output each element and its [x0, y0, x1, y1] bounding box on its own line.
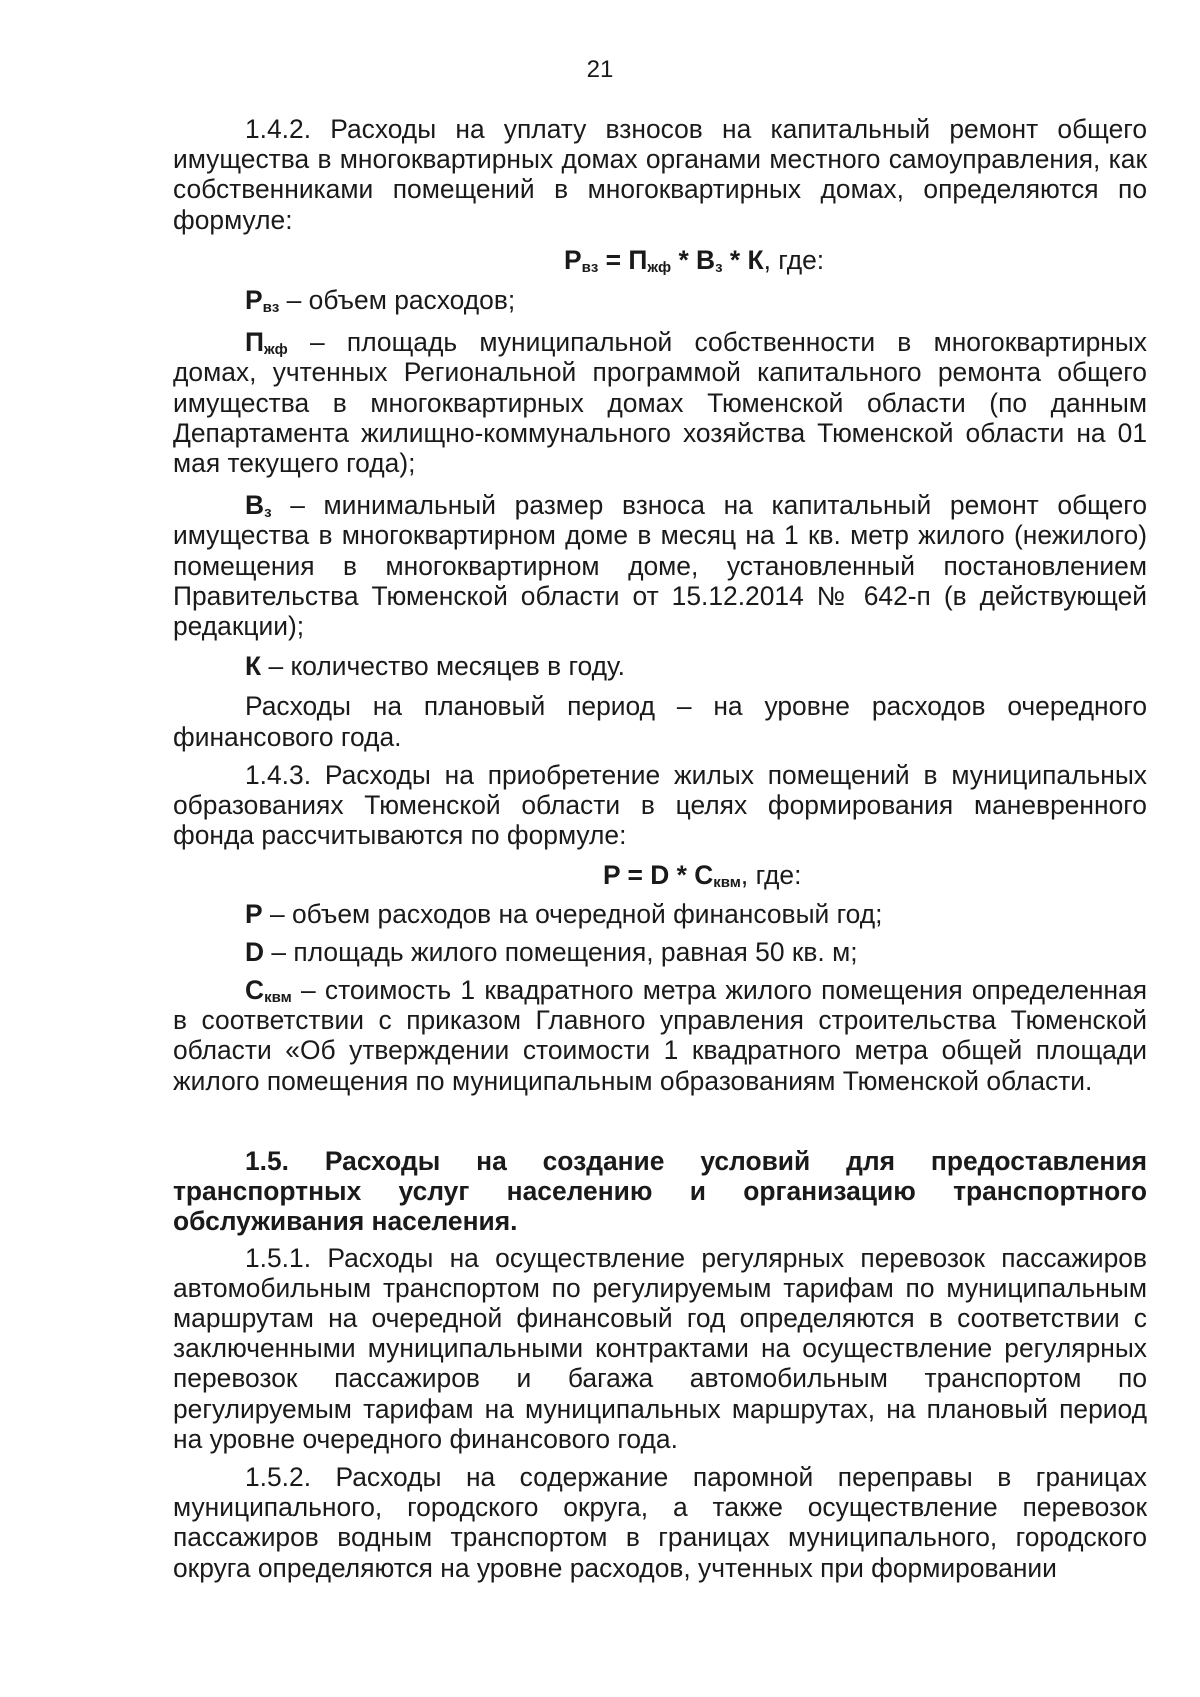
definition-rvz: [173, 285, 1147, 315]
formula-tail: , где:: [740, 860, 802, 891]
formula-symbol-k: К: [747, 244, 764, 275]
definition-p: [173, 899, 1147, 929]
def-text: – объем расходов;: [279, 285, 516, 316]
formula-symbol-r: Р: [564, 244, 582, 275]
def-symbol: К: [245, 651, 262, 682]
def-symbol: С: [245, 975, 265, 1006]
def-sub: квм: [264, 989, 292, 1007]
def-text: – площадь муниципальной собственности в многоквартирных домах, учтенных Региональной программой капитального ремонта общего имущества в многоквартирных домах Тюменской области (по данным Департамента жилищно-коммунального хозяйства Тюменской области на 01 мая текущего года);: [173, 327, 1147, 479]
formula-symbol-p: P: [603, 860, 621, 891]
formula-rvz: [173, 245, 1147, 275]
definition-ckvm: [173, 975, 1147, 1096]
def-symbol: Р: [245, 285, 263, 316]
formula-mul-2: *: [722, 244, 748, 275]
def-text: – объем расходов на очередной финансовый год;: [262, 898, 883, 929]
page-number: 21: [586, 56, 614, 83]
formula-symbol-d: D: [650, 860, 670, 891]
formula-symbol-c: С: [694, 860, 714, 891]
formula-symbol-p: П: [628, 244, 648, 275]
def-text: – площадь жилого помещения, равная 50 кв. м;: [264, 936, 858, 967]
paragraph-1-5-2: 1.5.2. Расходы на содержание паромной переправы в границах муниципального, городского округа, а также осуществление перевозок пассажиров водным транспортом в границах муниципального, городского округа определяются на уровне расходов, учтенных при формировании: [173, 1461, 1147, 1583]
section-heading-1-5: 1.5. Расходы на создание условий для предоставления транспортных услуг населению и организацию транспортного обслуживания населения.: [173, 1145, 1147, 1237]
paragraph-planned-period: Расходы на плановый период – на уровне расходов очередного финансового года.: [173, 691, 1147, 752]
definition-pzhf: [173, 327, 1147, 478]
def-sub: жф: [263, 341, 288, 359]
formula-sub-zhf: жф: [647, 258, 672, 276]
formula-tail: , где:: [763, 244, 825, 275]
formula-mul-1: *: [671, 244, 697, 275]
formula-sub-kvm: квм: [713, 874, 741, 892]
def-symbol: В: [245, 490, 265, 521]
def-symbol: P: [245, 898, 263, 929]
formula-sub-z: з: [715, 258, 723, 276]
def-symbol: D: [245, 936, 265, 967]
page-content: [173, 114, 1147, 1583]
def-text: – минимальный размер взноса на капитальный ремонт общего имущества в многоквартирном доме в месяц на 1 кв. метр жилого (нежилого) помещения в многоквартирном доме, установленный постановлением Правительства Тюменской области от 15.12.2014 № 642-п (в действующей редакции);: [173, 490, 1147, 642]
formula-sub-vz: вз: [581, 258, 599, 276]
paragraph-1-5-1: 1.5.1. Расходы на осуществление регулярных перевозок пассажиров автомобильным транспортом по регулируемым тарифам по муниципальным маршрутам на очередной финансовый год определяются в соответствии с заключенными муниципальными контрактами на осуществление регулярных перевозок пассажиров и багажа автомобильным транспортом по регулируемым тарифам на муниципальных маршрутах, на плановый период на уровне очередного финансового года.: [173, 1242, 1147, 1454]
def-sub: з: [264, 504, 272, 522]
paragraph-1-4-3: 1.4.3. Расходы на приобретение жилых помещений в муниципальных образованиях Тюменской области в целях формирования маневренного фонда рассчитываются по формуле:: [173, 759, 1147, 851]
paragraph-1-4-2: 1.4.2. Расходы на уплату взносов на капитальный ремонт общего имущества в многоквартирных домах органами местного самоуправления, как собственниками помещений в многоквартирных домах, определяются по формуле:: [173, 114, 1147, 235]
definition-d: [173, 937, 1147, 967]
def-text: – количество месяцев в году.: [261, 651, 625, 682]
formula-eq: =: [598, 244, 629, 275]
def-sub: вз: [262, 299, 280, 317]
formula-symbol-v: В: [696, 244, 716, 275]
formula-mul: *: [669, 860, 695, 891]
def-text: – стоимость 1 квадратного метра жилого помещения определенная в соответствии с приказом Главного управления строительства Тюменской области «Об утверждении стоимости 1 квадратного метра общей площади жилого помещения по муниципальным образованиям Тюменской области.: [173, 975, 1147, 1096]
formula-p: [173, 860, 1147, 890]
formula-eq: =: [620, 860, 651, 891]
def-symbol: П: [245, 327, 264, 358]
definition-vz: [173, 490, 1147, 641]
definition-k: [173, 651, 1147, 681]
